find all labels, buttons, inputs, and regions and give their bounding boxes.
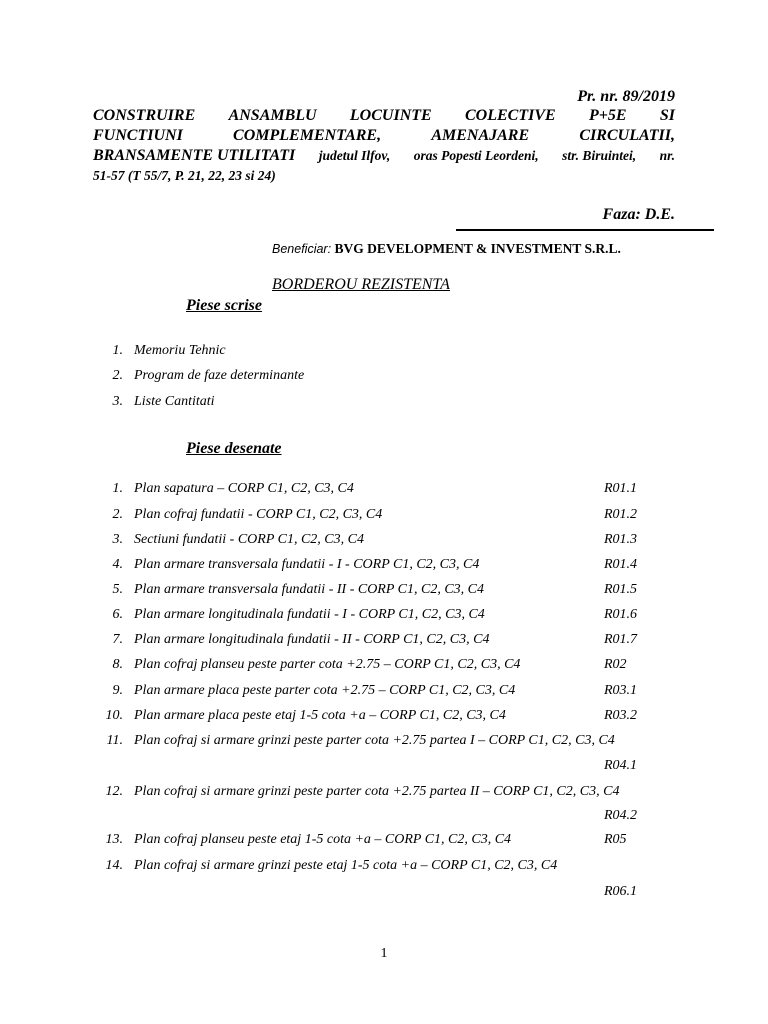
item-number: 2. bbox=[112, 507, 123, 522]
item-text: Liste Cantitati bbox=[134, 394, 215, 409]
item-text: Plan sapatura – CORP C1, C2, C3, C4 bbox=[134, 481, 354, 496]
item-number: 9. bbox=[112, 683, 123, 698]
item-text: Program de faze determinante bbox=[134, 368, 305, 383]
item-number: 7. bbox=[112, 632, 123, 647]
title-line-3 bbox=[93, 146, 675, 166]
location-part: nr. bbox=[659, 148, 675, 163]
drawing-code: R01.2 bbox=[604, 507, 638, 522]
item-number: 3. bbox=[112, 394, 123, 409]
item-number: 13. bbox=[105, 832, 123, 847]
item-text: Plan armare transversala fundatii - II - CORP C1, C2, C3, C4 bbox=[134, 582, 484, 597]
title-word: COLECTIVE bbox=[465, 107, 556, 124]
title-word: LOCUINTE bbox=[349, 107, 432, 124]
drawing-code: R01.5 bbox=[604, 582, 638, 597]
drawing-code: R01.4 bbox=[604, 557, 638, 572]
item-text: Memoriu Tehnic bbox=[134, 343, 226, 358]
item-text: Plan cofraj fundatii - CORP C1, C2, C3, C4 bbox=[134, 507, 383, 522]
title-line-1 bbox=[93, 106, 675, 126]
item-text: Plan cofraj si armare grinzi peste etaj 1-5 cota +a – CORP C1, C2, C3, C4 bbox=[134, 858, 558, 873]
item-text: Sectiuni fundatii - CORP C1, C2, C3, C4 bbox=[134, 532, 364, 547]
drawing-code: R06.1 bbox=[604, 884, 638, 899]
location-part: str. Biruintei, bbox=[562, 148, 637, 163]
item-number: 6. bbox=[112, 607, 123, 622]
title-word: SI bbox=[659, 107, 675, 124]
item-text: Plan armare longitudinala fundatii - I - CORP C1, C2, C3, C4 bbox=[134, 607, 485, 622]
item-number: 4. bbox=[112, 557, 123, 572]
title-word: COMPLEMENTARE, bbox=[233, 127, 382, 144]
project-number: Pr. nr. 89/2019 bbox=[577, 88, 675, 105]
item-number: 11. bbox=[106, 733, 123, 748]
title-word: AMENAJARE bbox=[431, 127, 530, 144]
item-text: Plan cofraj si armare grinzi peste parter cota +2.75 partea II – CORP C1, C2, C3, C4 bbox=[134, 784, 620, 799]
project-title bbox=[93, 106, 675, 186]
beneficiary-value: BVG DEVELOPMENT & INVESTMENT S.R.L. bbox=[334, 241, 621, 256]
item-number: 10. bbox=[105, 708, 123, 723]
drawing-code: R01.1 bbox=[604, 481, 638, 496]
drawing-code: R05 bbox=[604, 832, 627, 847]
drawing-code: R03.1 bbox=[604, 683, 638, 698]
drawing-code: R01.3 bbox=[604, 532, 638, 547]
title-word: CONSTRUIRE bbox=[93, 107, 196, 124]
item-number: 1. bbox=[112, 343, 123, 358]
written-section-title: Piese scrise bbox=[186, 297, 262, 314]
drawing-code: R04.2 bbox=[604, 808, 638, 823]
page-number: 1 bbox=[380, 946, 388, 961]
location-part: oras Popesti Leordeni, bbox=[413, 148, 539, 163]
item-text: Plan armare placa peste parter cota +2.75 – CORP C1, C2, C3, C4 bbox=[134, 683, 516, 698]
drawn-section-title: Piese desenate bbox=[186, 440, 282, 457]
location-part: judetul Ilfov, bbox=[318, 148, 391, 163]
item-text: Plan armare placa peste etaj 1-5 cota +a – CORP C1, C2, C3, C4 bbox=[134, 708, 506, 723]
phase-label: Faza: D.E. bbox=[602, 206, 675, 223]
item-number: 3. bbox=[112, 532, 123, 547]
item-text: Plan cofraj si armare grinzi peste parter cota +2.75 partea I – CORP C1, C2, C3, C4 bbox=[134, 733, 615, 748]
item-text: Plan cofraj planseu peste etaj 1-5 cota +a – CORP C1, C2, C3, C4 bbox=[134, 832, 512, 847]
beneficiary-label: Beneficiar: bbox=[272, 242, 332, 256]
title-word: ANSAMBLU bbox=[228, 107, 317, 124]
item-number: 2. bbox=[112, 368, 123, 383]
title-line-4: 51-57 (T 55/7, P. 21, 22, 23 si 24) bbox=[93, 168, 276, 183]
item-text: Plan cofraj planseu peste parter cota +2.75 – CORP C1, C2, C3, C4 bbox=[134, 657, 521, 672]
title-word: FUNCTIUNI bbox=[93, 127, 183, 144]
item-text: Plan armare transversala fundatii - I - CORP C1, C2, C3, C4 bbox=[134, 557, 480, 572]
item-number: 14. bbox=[105, 858, 123, 873]
phase-underline bbox=[456, 229, 714, 231]
drawing-code: R04.1 bbox=[604, 758, 638, 773]
drawing-code: R02 bbox=[604, 657, 627, 672]
title-word: BRANSAMENTE UTILITATI bbox=[93, 147, 296, 164]
beneficiary bbox=[272, 241, 621, 257]
drawing-code: R01.6 bbox=[604, 607, 638, 622]
title-word: CIRCULATII, bbox=[579, 127, 675, 144]
title-line-2 bbox=[93, 126, 675, 146]
item-number: 1. bbox=[112, 481, 123, 496]
item-text: Plan armare longitudinala fundatii - II - CORP C1, C2, C3, C4 bbox=[134, 632, 490, 647]
item-number: 12. bbox=[105, 784, 123, 799]
item-number: 8. bbox=[112, 657, 123, 672]
title-word: P+5E bbox=[589, 107, 627, 124]
drawing-code: R03.2 bbox=[604, 708, 638, 723]
drawing-code: R01.7 bbox=[604, 632, 638, 647]
item-number: 5. bbox=[112, 582, 123, 597]
document-heading: BORDEROU REZISTENTA bbox=[272, 276, 450, 293]
